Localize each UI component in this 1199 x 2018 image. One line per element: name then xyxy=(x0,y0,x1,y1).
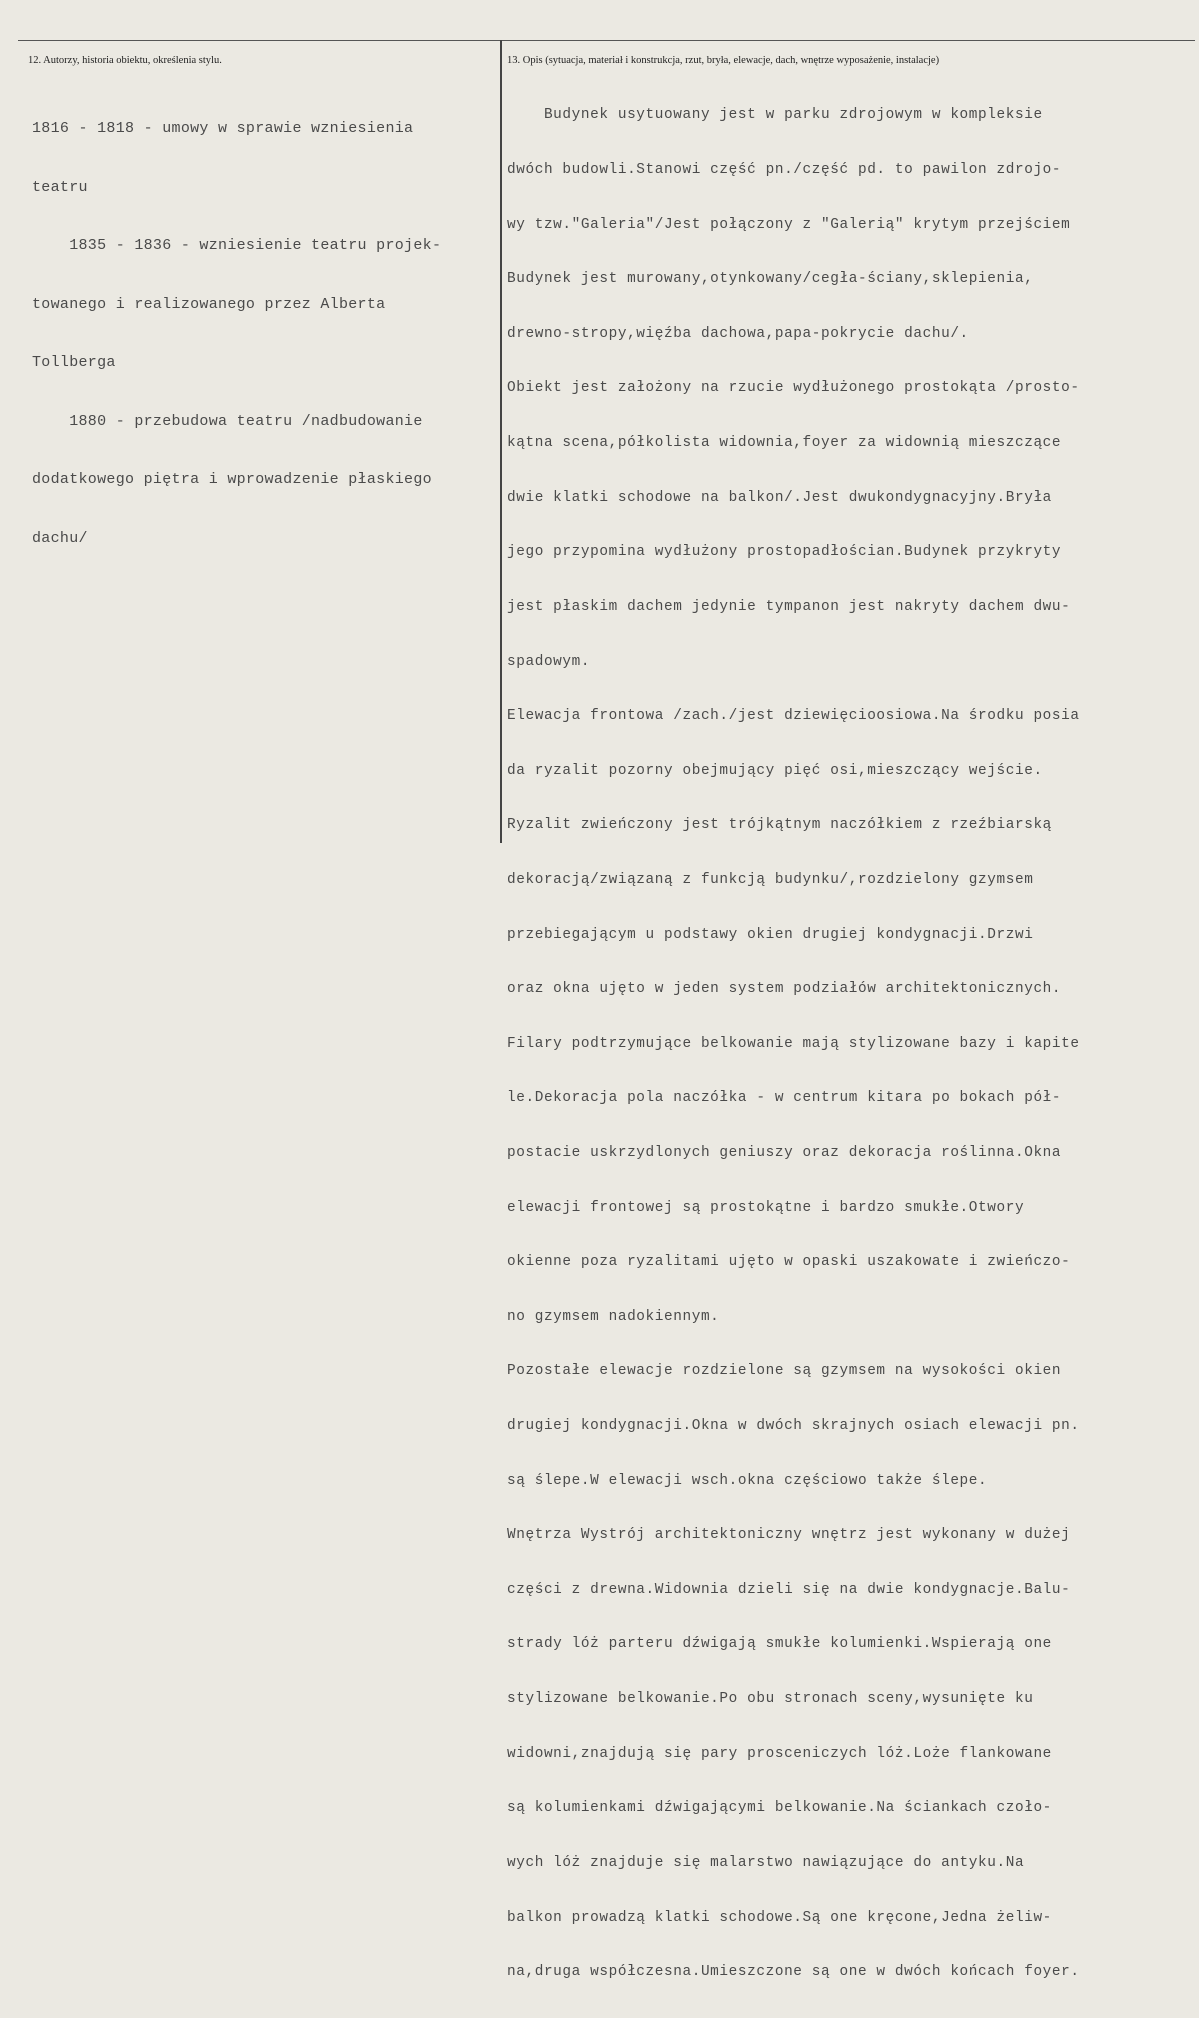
text-line: spadowym. xyxy=(507,653,591,670)
section-13-header: 13. Opis (sytuacja, materiał i konstrukcja, rzut, bryła, elewacje, dach, wnętrze wyposażenie, instalacje) xyxy=(507,55,940,66)
text-line: są kolumienkami dźwigającymi belkowanie.Na ściankach czoło- xyxy=(507,1800,1052,1817)
text-line: jest płaskim dachem jedynie tympanon jest nakryty dachem dwu- xyxy=(507,598,1071,615)
text-line: Ryzalit zwieńczony jest trójkątnym naczółkiem z rzeźbiarską xyxy=(507,817,1052,834)
text-line: Obiekt jest założony na rzucie wydłużonego prostokąta /prosto- xyxy=(507,380,1080,397)
text-line: części z drewna.Widownia dzieli się na dwie kondygnacje.Balu- xyxy=(507,1581,1071,1598)
text-line: postacie uskrzydlonych geniuszy oraz dekoracja roślinna.Okna xyxy=(507,1144,1062,1161)
text-line: dachu/ xyxy=(32,529,88,547)
text-line: wy tzw."Galeria"/Jest połączony z "Galerią" krytym przejściem xyxy=(507,216,1071,233)
text-line: no gzymsem nadokiennym. xyxy=(507,1308,720,1325)
section-12-header: 12. Autorzy, historia obiektu, określenia stylu. xyxy=(28,55,222,66)
text-line: okienne poza ryzalitami ujęto w opaski uszakowate i zwieńczo- xyxy=(507,1254,1071,1271)
text-line: drugiej kondygnacji.Okna w dwóch skrajnych osiach elewacji pn. xyxy=(507,1418,1080,1435)
text-line: Tollberga xyxy=(32,354,116,371)
text-line: są ślepe.W elewacji wsch.okna częściowo także ślepe. xyxy=(507,1472,988,1489)
section-12-body xyxy=(32,80,498,587)
text-line: drewno-stropy,więźba dachowa,papa-pokrycie dachu/. xyxy=(507,325,969,342)
text-line: Budynek jest murowany,otynkowany/cegła-ściany,sklepienia, xyxy=(507,271,1034,288)
text-line: 1835 - 1836 - wzniesienie teatru projek- xyxy=(32,237,442,254)
text-line-pozostale-elewacje: Pozostałe elewacje rozdzielone są gzymsem na wysokości okien xyxy=(507,1363,1062,1380)
text-line: elewacji frontowej są prostokątne i bardzo smukłe.Otwory xyxy=(507,1199,1025,1216)
text-line-wnetrza: Wnętrza Wystrój architektoniczny wnętrz jest wykonany w dużej xyxy=(507,1527,1071,1544)
text-line: Budynek usytuowany jest w parku zdrojowym w kompleksie xyxy=(507,107,1043,124)
top-rule xyxy=(18,40,1195,41)
column-divider xyxy=(500,40,502,843)
text-line: stylizowane belkowanie.Po obu stronach sceny,wysunięte ku xyxy=(507,1691,1034,1708)
text-line: towanego i realizowanego przez Alberta xyxy=(32,295,386,313)
text-line: oraz okna ujęto w jeden system podziałów architektonicznych. xyxy=(507,981,1062,998)
text-line: jego przypomina wydłużony prostopadłościan.Budynek przykryty xyxy=(507,544,1062,561)
text-line: dwóch budowli.Stanowi część pn./część pd. to pawilon zdrojo- xyxy=(507,162,1062,179)
text-line-elewacja-frontowa: Elewacja frontowa /zach./jest dziewięcioosiowa.Na środku posia xyxy=(507,708,1080,725)
text-line: 1880 - przebudowa teatru /nadbudowanie xyxy=(32,412,423,430)
text-line: da ryzalit pozorny obejmujący pięć osi,mieszczący wejście. xyxy=(507,762,1043,779)
text-line: na,druga współczesna.Umieszczone są one w dwóch końcach foyer. xyxy=(507,1964,1080,1981)
text-line: dwie klatki schodowe na balkon/.Jest dwukondygnacyjny.Bryła xyxy=(507,489,1052,506)
text-line: balkon prowadzą klatki schodowe.Są one kręcone,Jedna żeliw- xyxy=(507,1909,1052,1926)
text-line: kątna scena,półkolista widownia,foyer za widownią mieszczące xyxy=(507,435,1062,452)
text-line: wych lóż znajduje się malarstwo nawiązujące do antyku.Na xyxy=(507,1854,1025,1871)
text-line: le.Dekoracja pola naczółka - w centrum kitara po bokach pół- xyxy=(507,1090,1062,1107)
text-line: 1816 - 1818 - umowy w sprawie wzniesienia xyxy=(32,120,414,137)
text-line: przebiegającym u podstawy okien drugiej kondygnacji.Drzwi xyxy=(507,926,1034,943)
text-line: strady lóż parteru dźwigają smukłe kolumienki.Wspierają one xyxy=(507,1636,1052,1653)
text-line: Filary podtrzymujące belkowanie mają stylizowane bazy i kapite xyxy=(507,1035,1080,1052)
section-13-body xyxy=(507,70,1197,2018)
text-line: dodatkowego piętra i wprowadzenie płaskiego xyxy=(32,471,432,488)
text-line: teatru xyxy=(32,178,88,196)
text-line: widowni,znajdują się pary prosceniczych lóż.Loże flankowane xyxy=(507,1745,1052,1762)
text-line: dekoracją/związaną z funkcją budynku/,rozdzielony gzymsem xyxy=(507,871,1034,888)
